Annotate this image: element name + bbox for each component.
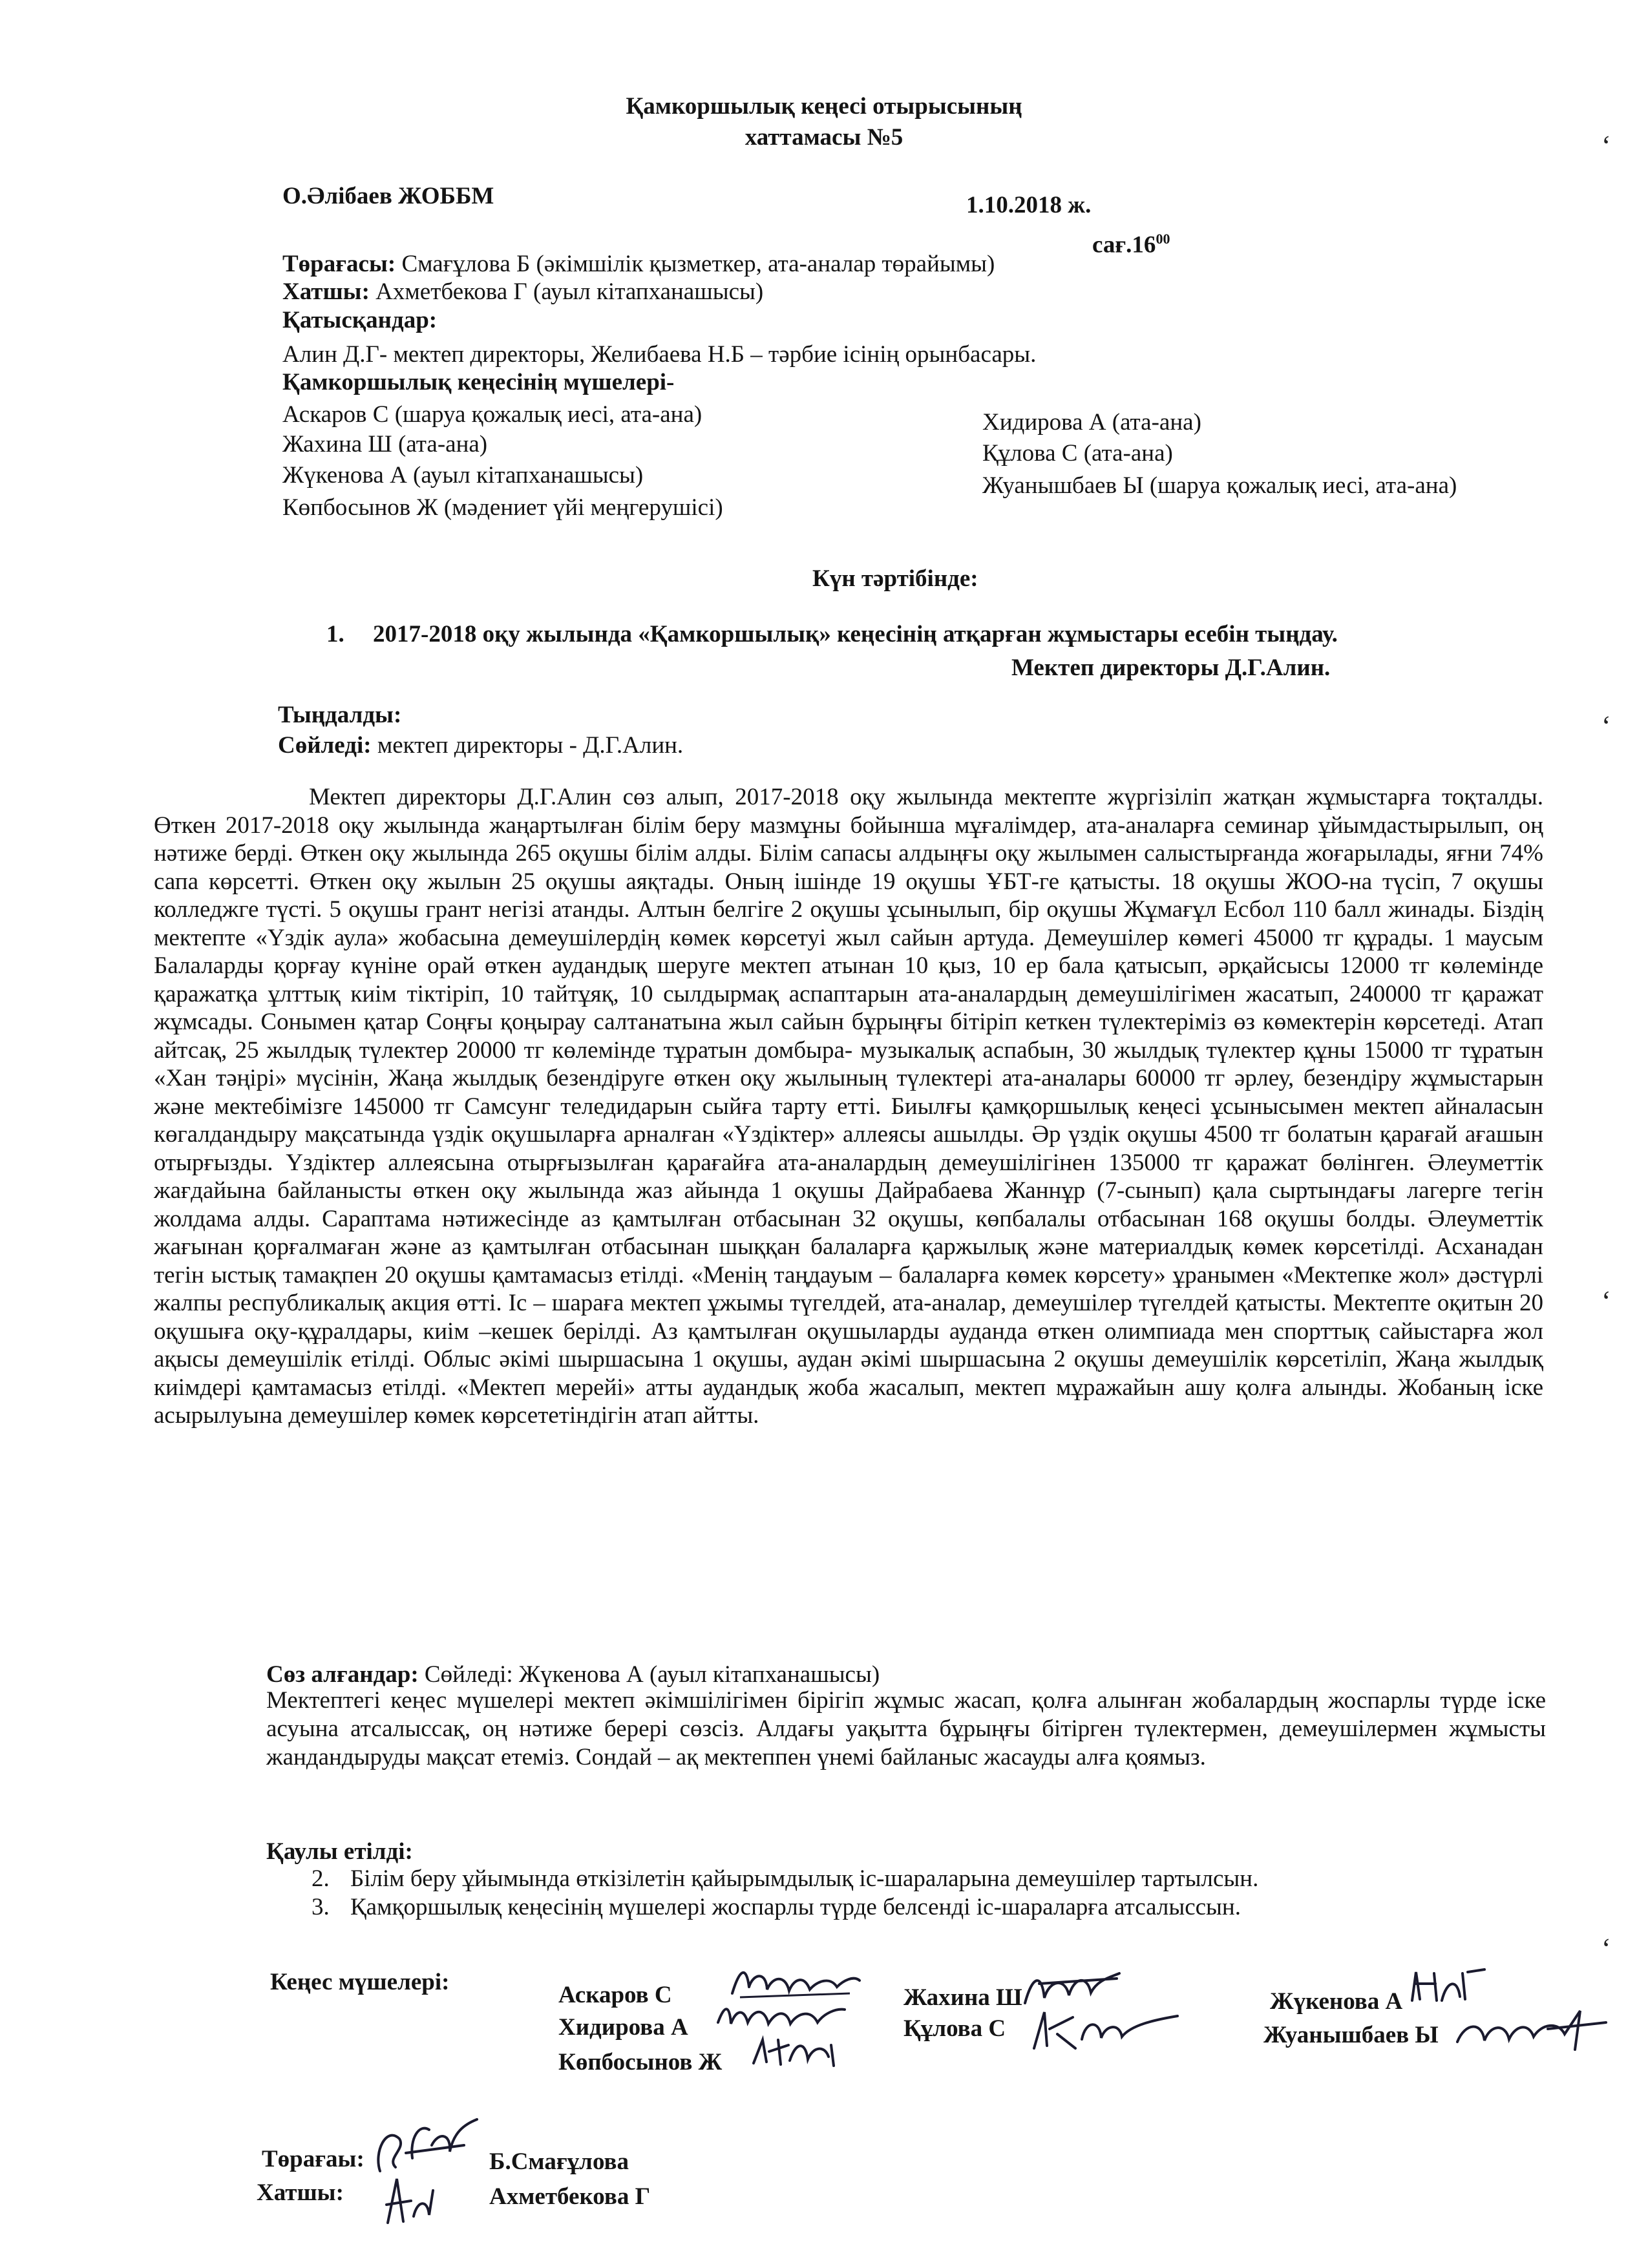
member-right-2: Құлова С (ата-ана) <box>982 440 1173 467</box>
decision-item-number: 3. <box>312 1894 330 1920</box>
meeting-time-minutes: 00 <box>1156 231 1170 247</box>
report-paragraph-block <box>154 783 1543 1430</box>
agenda-heading: Күн тәртібінде: <box>812 565 978 592</box>
members-label: Қамкоршылық кеңесінің мүшелері- <box>282 369 675 395</box>
signer-name: Аскаров С <box>558 1982 672 2008</box>
speakers-value: Сөйледі: Жүкенова А (ауыл кітапханашысы) <box>418 1661 880 1688</box>
chair-label: Төрағасы: <box>282 251 396 277</box>
member-right-1: Хидирова А (ата-ана) <box>982 409 1201 436</box>
signature-zhuanyshbaev <box>1451 2003 1612 2061</box>
speakers-line <box>266 1659 880 1690</box>
attendees-label: Қатысқандар: <box>282 307 438 333</box>
secretary-sign-label: Хатшы: <box>257 2179 344 2206</box>
secretary-line <box>282 277 763 308</box>
member-left-1: Аскаров С (шаруа қожалық иесі, ата-ана) <box>282 401 703 428</box>
speakers-paragraph: Мектептегі кеңес мүшелері мектеп әкімшілігімен бірігіп жұмыс жасап, қолға алынған жобалардың жоспарлы түрде іске асуына атсалыссақ, оң нәтиже берері сөзсіз. Алдағы уақытта бұрыңғы бітірген түлектермен, демеушілермен жұмысты жандандыруды мақсат етеміз. Сондай – ақ мектеппен үнемі байланыс жасауды алға қоямыз. <box>266 1687 1546 1770</box>
signer-name: Құлова С <box>903 2015 1006 2042</box>
scan-mark: ʻ <box>1601 1285 1611 1317</box>
chair-value: Смағұлова Б (әкімшілік қызметкер, ата-аналар төрайымы) <box>396 251 995 277</box>
listened-speaker-line <box>278 730 683 761</box>
meeting-time-label: сағ.16 <box>1092 231 1156 258</box>
signer-name: Көпбосынов Ж <box>558 2049 723 2075</box>
decision-item-text: Білім беру ұйымында өткізілетін қайырымдылық іс-шараларына демеушілер тартылсын. <box>350 1865 1259 1892</box>
chair-sign-label: Төрағаы: <box>262 2146 364 2172</box>
school-name: О.Әлібаев ЖОББМ <box>282 183 494 209</box>
decision-item-text: Қамқоршылық кеңесінің мүшелері жоспарлы түрде белсенді іс-шараларға атсалыссын. <box>350 1894 1241 1920</box>
chair-line <box>282 249 995 280</box>
signer-name: Жуанышбаев Ы <box>1263 2022 1439 2048</box>
signature-secretary <box>375 2171 439 2232</box>
signer-name: Жахина Ш <box>903 1984 1022 2011</box>
meeting-time <box>1092 224 1170 260</box>
speakers-paragraph-block <box>266 1686 1546 1772</box>
decision-list <box>266 1865 1258 1922</box>
attendees-value: Алин Д.Г- мектеп директоры, Желибаева Н.Б – тәрбие ісінің орынбасары. <box>282 341 1037 368</box>
secretary-sign-name: Ахметбекова Г <box>489 2183 651 2210</box>
member-left-4: Көпбосынов Ж (мәдениет үйі меңгерушісі) <box>282 494 723 521</box>
member-left-2: Жахина Ш (ата-ана) <box>282 431 488 457</box>
listened-label: Тыңдалды: <box>278 702 402 728</box>
secretary-value: Ахметбекова Г (ауыл кітапханашысы) <box>369 278 764 305</box>
decision-item-number: 2. <box>312 1865 330 1892</box>
secretary-label: Хатшы: <box>282 278 370 305</box>
document-title-line2: хаттамасы №5 <box>745 124 903 151</box>
report-paragraph: Мектеп директоры Д.Г.Алин сөз алып, 2017-2018 оқу жылында мектепте жүргізіліп жатқан жұмыстарға тоқталды. Өткен 2017-2018 оқу жылында жаңартылған білім беру мазмұны бойынша мұғалімдер, ата-аналарға семинар ұйымдастырылып, оң нәтиже берді. Өткен оқу жылында 265 оқушы білім алды. Білім сапасы алдыңғы оқу жылымен салыстырғанда жоғарылады, яғни 74% сапа көрсетті. Өткен оқу жылын 25 оқушы аяқтады. Оның ішінде 19 оқушы ҰБТ-ге қатысты. 18 оқушы ЖОО-на түсіп, 7 оқушы колледжге түсті. 5 оқушы грант негізі атанды. Алтын белгіге 2 оқушы ұсынылып, бір оқушы Жұмағұл Есбол 110 балл жинады. Біздің мектепте «Үздік аула» жобасына демеушілердің көмек көрсетуі жыл сайын артуда. Демеушілер көмегі 45000 тг құрады. 1 маусым Балаларды қорғау күніне орай өткен аудандық шеруге мектеп атынан 10 қыз, 10 ер бала қатысып, әрқайсысы 12000 тг көлемінде қаражатқа ұлттық киім тіктіріп, 10 тайтұяқ, 10 сылдырмақ аспаптарын ата-аналардың демеушілігімен жасатып, 240000 тг қаражат жұмсады. Сонымен қатар Соңғы қоңырау салтанатына жыл сайын бұрыңғы бітіріп кеткен түлектеріміз өз көмектерін көрсетеді. Атап айтсақ, 25 жылдық түлектер 20000 тг көлемінде тұратын домбыра- музыкалық аспабын, 30 жылдық түлектер құны 15000 тг тұратын «Хан тәңірі» мүсінін, Жаңа жылдық безендіруге өткен оқу жылының түлектері ата-аналары 60000 тг әрлеу, безендіру жұмыстарын және мектебімізге 145000 тг Самсунг теледидарын сыйға тарту етті. Биылғы қамқоршылық кеңесі ұсынысымен мектеп айналасын көгалдандыру мақсатында үздік оқушыларға арналған «Үздіктер» аллеясы ашылды. Әр үздік оқушы 4500 тг болатын қарағай ағашын отырғызды. Үздіктер аллеясына отырғызылған қарағайға ата-аналардың демеушілігінен 135000 тг қаражат бөлінген. Әлеуметтік жағдайына байланысты өткен оқу жылында жаз айында 1 оқушы Дайрабаева Жаннұр (7-сынып) қала сыртындағы лагерге тегін жолдама алды. Сараптама нәтижесінде аз қамтылған отбасынан 32 оқушы, көпбалалы отбасынан 168 оқушы болды. Әлеуметтік жағынан қорғалмаған және аз қамтылған отбасынан шыққан балаларға қаржылық және материалдық көмек көрсетілді. Асханадан тегін ыстық тамақпен 20 оқушы қамтамасыз етілді. «Менің таңдауым – балаларға көмек көрсету» ұранымен «Мектепке жол» дәстүрлі жалпы республикалық акция өтті. Іс – шараға мектеп ұжымы түгелдей, ата-аналар, демеушілер түгелдей қатысты. Мектепте оқитын 20 оқушыға оқу-құралдары, киім –кешек берілді. Аз қамтылған оқушыларды ауданда өткен олимпиада мен спорттық сайыстарға жол ақысы демеушілік етілді. Облыс әкімі шыршасына 1 оқушы, аудан әкімі шыршасына 2 оқушы демеушілік көрсетіліп, Жаңа жылдық киімдері қамтамасыз етілді. «Мектеп мерейі» атты аудандық жоба жасалып, мектеп мұражайын ашу қолға алынды. Жобаның іске асырылуына демеушілер көмек көрсететіндігін атап айтты. <box>154 784 1543 1429</box>
chair-sign-name: Б.Смағұлова <box>489 2148 629 2175</box>
member-left-3: Жүкенова А (ауыл кітапханашысы) <box>282 462 644 488</box>
spoke-value: мектеп директоры - Д.Г.Алин. <box>371 732 684 759</box>
meeting-date: 1.10.2018 ж. <box>966 192 1092 218</box>
signature-kulova <box>1028 2003 1183 2061</box>
scan-mark: ʻ <box>1601 1933 1611 1964</box>
decision-label: Қаулы етілді: <box>266 1838 413 1865</box>
member-right-3: Жуанышбаев Ы (шаруа қожалық иесі, ата-ана) <box>982 472 1457 499</box>
agenda-item-number: 1. <box>326 621 344 647</box>
signer-name: Жүкенова А <box>1270 1988 1403 2015</box>
signer-name: Хидирова А <box>558 2014 688 2041</box>
council-members-label: Кеңес мүшелері: <box>270 1969 450 1995</box>
scan-mark: ʻ <box>1601 130 1611 162</box>
signature-kopbosynov <box>750 2032 847 2077</box>
agenda-item-text: 2017-2018 оқу жылында «Қамкоршылық» кеңесінің атқарған жұмыстары есебін тыңдау. <box>373 621 1338 647</box>
spoke-label: Сөйледі: <box>278 732 372 759</box>
document-title-line1: Қамкоршылық кеңесі отырысының <box>626 93 1022 120</box>
decision-item <box>266 1865 1258 1893</box>
speakers-label: Сөз алғандар: <box>266 1661 419 1688</box>
decision-item <box>266 1893 1258 1922</box>
scan-mark: ʻ <box>1601 710 1611 742</box>
agenda-item-speaker: Мектеп директоры Д.Г.Алин. <box>1011 655 1331 681</box>
